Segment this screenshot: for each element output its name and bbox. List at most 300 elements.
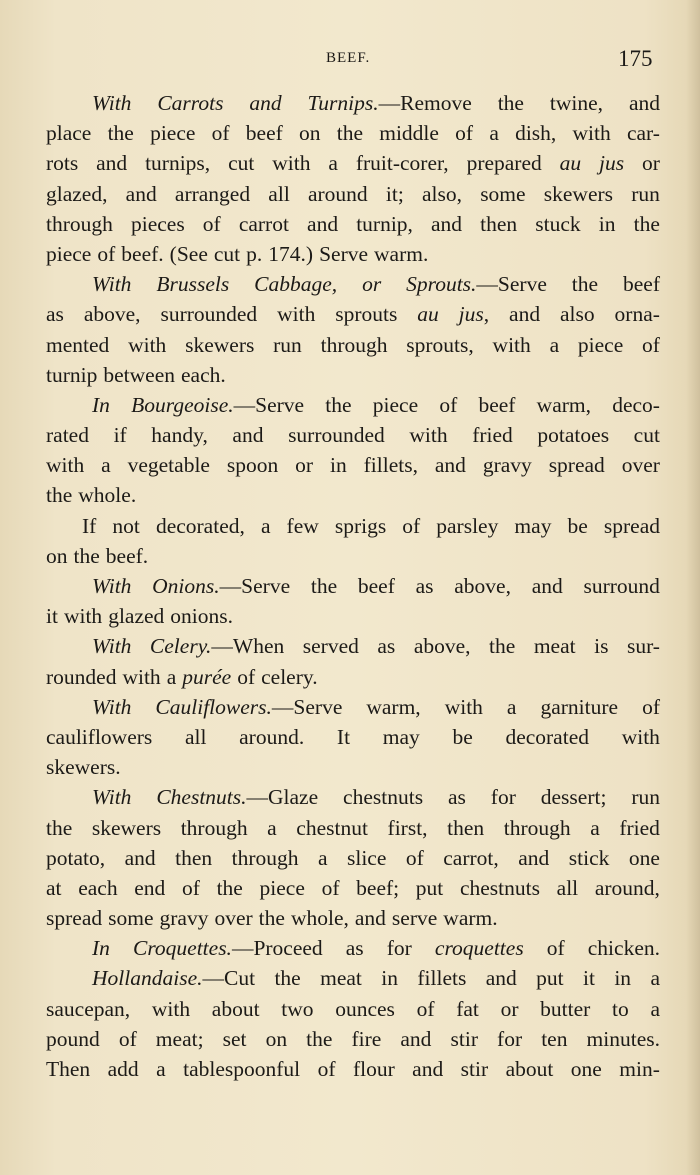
word xyxy=(46,1024,100,1054)
roman-text: it xyxy=(583,966,595,991)
roman-text: rots xyxy=(46,151,79,176)
roman-text: celery. xyxy=(261,664,318,689)
text-line xyxy=(46,1024,660,1054)
word xyxy=(422,179,462,209)
roman-text: it xyxy=(46,604,58,629)
word xyxy=(311,571,337,601)
roman-text: a xyxy=(328,151,338,176)
roman-text: with xyxy=(122,664,161,689)
roman-text: vegetable xyxy=(127,453,210,478)
roman-text: gravy xyxy=(159,906,209,931)
roman-text: cut xyxy=(633,423,660,448)
roman-text: pound xyxy=(46,1026,100,1051)
word xyxy=(268,239,313,269)
text-line xyxy=(46,420,660,450)
word xyxy=(518,843,549,873)
roman-text: to xyxy=(612,996,629,1021)
roman-text: and xyxy=(307,211,339,236)
word xyxy=(156,782,318,812)
roman-text: —Serve xyxy=(233,392,305,417)
roman-text: also, xyxy=(421,181,462,206)
roman-text: of xyxy=(237,664,256,689)
word xyxy=(583,571,659,601)
word xyxy=(152,994,190,1024)
roman-text: of xyxy=(402,513,421,538)
roman-text: serve xyxy=(391,906,438,931)
word xyxy=(431,209,462,239)
text-line xyxy=(46,148,660,178)
roman-text: the xyxy=(46,815,73,840)
roman-text: of xyxy=(642,332,660,357)
word xyxy=(337,118,363,148)
word xyxy=(108,1054,139,1084)
roman-text: it; xyxy=(385,181,404,206)
word xyxy=(212,118,230,148)
word xyxy=(550,330,560,360)
word xyxy=(491,782,516,812)
roman-text: fat xyxy=(456,996,479,1021)
text-line xyxy=(46,752,660,782)
word xyxy=(92,631,131,661)
word xyxy=(46,873,62,903)
word xyxy=(266,1024,288,1054)
roman-text: a xyxy=(156,1057,166,1081)
word xyxy=(228,148,254,178)
roman-text: and xyxy=(628,91,660,115)
roman-text: with xyxy=(46,453,85,478)
word xyxy=(364,450,418,480)
roman-text: —Serve xyxy=(476,272,547,297)
roman-text: a xyxy=(317,845,328,870)
roman-text: about xyxy=(211,996,260,1021)
word xyxy=(452,722,472,752)
word xyxy=(108,903,153,933)
word xyxy=(445,692,483,722)
word xyxy=(46,239,91,269)
word xyxy=(629,843,660,873)
roman-text: one xyxy=(570,1057,602,1081)
word xyxy=(125,843,156,873)
roman-text: on xyxy=(265,1026,288,1051)
roman-text: If xyxy=(82,513,97,538)
italic-text: jus xyxy=(458,302,484,327)
roman-text: ounces xyxy=(335,996,395,1021)
roman-text: through xyxy=(180,815,248,840)
word xyxy=(501,994,519,1024)
roman-text: arranged xyxy=(174,181,251,206)
word xyxy=(261,662,318,692)
word xyxy=(46,843,105,873)
word xyxy=(237,662,255,692)
word xyxy=(321,330,388,360)
word xyxy=(409,420,447,450)
word xyxy=(335,511,386,541)
roman-text: may xyxy=(382,724,420,749)
roman-text: skewers xyxy=(543,181,614,206)
text-line xyxy=(46,269,660,299)
word xyxy=(383,722,420,752)
roman-text: and xyxy=(509,302,541,327)
roman-text: butter xyxy=(540,996,591,1021)
roman-text: beef xyxy=(245,121,283,146)
roman-text: end xyxy=(134,875,166,900)
roman-text: with xyxy=(272,151,311,176)
word xyxy=(249,88,281,118)
word xyxy=(599,148,624,178)
roman-text: a xyxy=(166,664,177,689)
roman-text: then xyxy=(480,211,518,236)
word xyxy=(400,1024,431,1054)
word xyxy=(493,330,531,360)
word xyxy=(650,994,660,1024)
word xyxy=(550,88,603,118)
roman-text: with xyxy=(128,332,167,357)
roman-text: 174.) xyxy=(268,241,314,266)
roman-text: fried xyxy=(619,815,660,840)
word xyxy=(461,1054,488,1084)
roman-text: the xyxy=(571,272,599,297)
word xyxy=(185,722,207,752)
roman-text: —Cut xyxy=(202,966,256,991)
roman-text: a xyxy=(267,815,277,840)
word xyxy=(175,179,250,209)
word xyxy=(212,994,260,1024)
word xyxy=(46,420,89,450)
word xyxy=(156,1054,166,1084)
word xyxy=(506,1054,554,1084)
roman-text: of xyxy=(211,121,230,146)
italic-text: With xyxy=(92,91,132,115)
roman-text: whole, xyxy=(290,906,349,931)
word xyxy=(642,148,660,178)
word xyxy=(134,873,165,903)
roman-text: through xyxy=(46,211,113,236)
word xyxy=(259,903,285,933)
roman-text: stuck xyxy=(535,211,581,236)
roman-text: Then xyxy=(46,1057,91,1081)
word xyxy=(46,179,107,209)
roman-text: and xyxy=(400,1026,432,1051)
roman-text: not xyxy=(112,513,140,538)
text-line xyxy=(46,571,660,601)
word xyxy=(436,511,498,541)
roman-text: around xyxy=(307,181,368,206)
roman-text: meat xyxy=(320,966,362,991)
roman-text: and xyxy=(125,181,157,206)
roman-text: skewers xyxy=(185,332,255,357)
word xyxy=(46,450,84,480)
word xyxy=(417,299,439,329)
word xyxy=(96,148,127,178)
roman-text: warm, xyxy=(536,392,591,417)
word xyxy=(114,420,127,450)
roman-text: a xyxy=(650,966,660,991)
roman-text: two xyxy=(281,996,314,1021)
word xyxy=(627,631,660,661)
word xyxy=(133,933,323,963)
word xyxy=(160,903,209,933)
word xyxy=(181,813,248,843)
roman-text: and xyxy=(434,453,466,478)
word xyxy=(392,903,437,933)
roman-text: around. xyxy=(239,724,305,749)
word xyxy=(571,1054,602,1084)
text-line xyxy=(46,299,660,329)
word xyxy=(604,511,660,541)
word xyxy=(160,299,257,329)
roman-text: potato, xyxy=(46,845,106,870)
roman-text: the xyxy=(633,211,660,236)
roman-text: first, xyxy=(387,815,428,840)
roman-text: —Glaze xyxy=(246,785,319,810)
word xyxy=(152,571,290,601)
roman-text: turnip, xyxy=(356,211,413,236)
roman-text: surround xyxy=(583,574,660,598)
roman-text: of xyxy=(181,875,200,900)
word xyxy=(544,179,613,209)
roman-text: run xyxy=(631,785,660,810)
roman-text: slice xyxy=(346,845,387,870)
roman-text: the xyxy=(497,91,524,115)
word xyxy=(260,873,305,903)
roman-text: all xyxy=(184,724,207,749)
word xyxy=(307,209,338,239)
roman-text: cut xyxy=(228,151,255,176)
roman-text: tablespoonful xyxy=(183,1057,301,1081)
roman-text: chestnut xyxy=(296,815,368,840)
word xyxy=(74,541,100,571)
roman-text: pieces xyxy=(130,211,185,236)
word xyxy=(319,239,368,269)
word xyxy=(541,782,607,812)
roman-text: It xyxy=(336,724,351,749)
word xyxy=(505,722,589,752)
roman-text: chestnuts xyxy=(343,785,424,810)
roman-text: of xyxy=(439,392,458,417)
roman-text: meat; xyxy=(155,1026,204,1051)
roman-text: carrot, xyxy=(443,845,499,870)
word xyxy=(443,843,499,873)
text-line xyxy=(46,782,660,812)
text-line xyxy=(46,88,660,118)
roman-text: through xyxy=(503,815,571,840)
word xyxy=(78,480,136,510)
word xyxy=(347,843,386,873)
roman-text: twine, xyxy=(549,91,604,115)
text-line xyxy=(46,390,660,420)
roman-text: the xyxy=(258,906,285,931)
word xyxy=(92,782,131,812)
word xyxy=(84,299,141,329)
word xyxy=(318,1054,336,1084)
word xyxy=(569,843,610,873)
roman-text: carrot xyxy=(238,211,289,236)
word xyxy=(583,963,595,993)
word xyxy=(478,390,515,420)
word xyxy=(320,963,362,993)
roman-text: p. xyxy=(246,241,263,266)
roman-text: parsley xyxy=(436,513,499,538)
word xyxy=(46,360,97,390)
roman-text: all xyxy=(556,875,579,900)
word xyxy=(308,88,472,118)
roman-text: minutes. xyxy=(586,1026,660,1051)
word xyxy=(287,511,319,541)
roman-text: the xyxy=(46,483,73,508)
running-header xyxy=(0,48,700,78)
word xyxy=(373,390,418,420)
roman-text: deco- xyxy=(612,392,660,417)
roman-text: a xyxy=(506,694,517,719)
word xyxy=(387,933,412,963)
roman-text: whole. xyxy=(78,483,137,508)
roman-text: cauliflowers xyxy=(46,724,153,749)
word xyxy=(122,662,160,692)
word xyxy=(82,511,96,541)
roman-text: then xyxy=(175,845,213,870)
word xyxy=(388,813,428,843)
word xyxy=(547,933,565,963)
roman-text: or xyxy=(500,996,519,1021)
page-edge-shadow xyxy=(686,0,700,1175)
word xyxy=(156,511,245,541)
word xyxy=(232,420,263,450)
word xyxy=(145,148,210,178)
word xyxy=(281,994,313,1024)
word xyxy=(514,511,551,541)
word xyxy=(537,390,591,420)
word xyxy=(64,601,102,631)
word xyxy=(467,148,542,178)
word xyxy=(150,118,195,148)
roman-text: a xyxy=(650,996,660,1021)
roman-text: as xyxy=(447,785,466,810)
roman-text: be xyxy=(452,724,473,749)
text-line xyxy=(46,1054,660,1084)
word xyxy=(417,963,466,993)
word xyxy=(46,148,78,178)
roman-text: of xyxy=(118,1026,137,1051)
word xyxy=(156,269,229,299)
roman-text: some xyxy=(480,181,526,206)
roman-text: of xyxy=(317,1057,336,1081)
word xyxy=(627,118,660,148)
text-line xyxy=(46,360,660,390)
roman-text: one xyxy=(628,845,660,870)
roman-text: if xyxy=(113,423,127,448)
text-line xyxy=(46,631,660,661)
word xyxy=(167,662,177,692)
roman-text: place xyxy=(46,121,92,146)
roman-text: run xyxy=(273,332,302,357)
word xyxy=(101,450,111,480)
word xyxy=(381,963,398,993)
roman-text: and xyxy=(232,423,264,448)
roman-text: ten xyxy=(541,1026,568,1051)
word xyxy=(614,963,631,993)
roman-text: over xyxy=(621,453,660,478)
roman-text: on xyxy=(299,121,321,146)
word xyxy=(303,631,359,661)
roman-text: —Proceed xyxy=(231,936,323,961)
word xyxy=(590,813,600,843)
text-line xyxy=(46,601,660,631)
roman-text: stir xyxy=(450,1026,478,1051)
word xyxy=(223,1024,247,1054)
roman-text: meat xyxy=(533,634,576,659)
roman-text: dish, xyxy=(515,121,557,146)
word xyxy=(414,631,471,661)
roman-text: some xyxy=(108,906,154,931)
italic-text: Carrots xyxy=(157,91,224,115)
roman-text: with xyxy=(444,694,483,719)
roman-text: and xyxy=(431,211,463,236)
italic-text: Onions. xyxy=(152,574,220,598)
word xyxy=(277,299,315,329)
word xyxy=(46,752,121,782)
roman-text: around, xyxy=(594,875,660,900)
word xyxy=(615,299,660,329)
roman-text: be xyxy=(567,513,588,538)
word xyxy=(318,843,328,873)
word xyxy=(131,390,304,420)
word xyxy=(629,88,660,118)
word xyxy=(46,994,130,1024)
text-line xyxy=(46,179,660,209)
word xyxy=(170,601,233,631)
italic-text: Celery. xyxy=(149,634,212,659)
word xyxy=(330,450,347,480)
roman-text: rated xyxy=(46,423,89,448)
word xyxy=(455,118,473,148)
word xyxy=(92,813,161,843)
italic-text: Hollandaise. xyxy=(92,966,203,991)
roman-text: is xyxy=(594,634,609,659)
word xyxy=(443,903,497,933)
word xyxy=(128,330,166,360)
word xyxy=(308,179,368,209)
roman-text: glazed, xyxy=(46,181,108,206)
roman-text: about xyxy=(505,1057,554,1081)
word xyxy=(131,209,185,239)
word xyxy=(92,963,255,993)
roman-text: put xyxy=(536,966,564,991)
word xyxy=(612,390,660,420)
word xyxy=(246,118,283,148)
word xyxy=(587,1024,660,1054)
word xyxy=(46,118,91,148)
word xyxy=(322,873,340,903)
roman-text: over xyxy=(214,906,253,931)
italic-text: With xyxy=(92,574,132,598)
word xyxy=(108,118,134,148)
word xyxy=(416,873,443,903)
roman-text: turnips, xyxy=(145,151,211,176)
roman-text: fillets, xyxy=(363,453,418,478)
word xyxy=(343,782,423,812)
word xyxy=(151,420,208,450)
roman-text: as xyxy=(345,936,364,961)
word xyxy=(296,813,368,843)
word xyxy=(417,994,435,1024)
text-line xyxy=(46,994,660,1024)
roman-text: a xyxy=(489,121,499,146)
roman-text: each. xyxy=(181,362,226,387)
word xyxy=(374,239,428,269)
italic-text: Sprouts. xyxy=(406,272,477,297)
roman-text: and xyxy=(412,1057,444,1081)
word xyxy=(557,873,579,903)
